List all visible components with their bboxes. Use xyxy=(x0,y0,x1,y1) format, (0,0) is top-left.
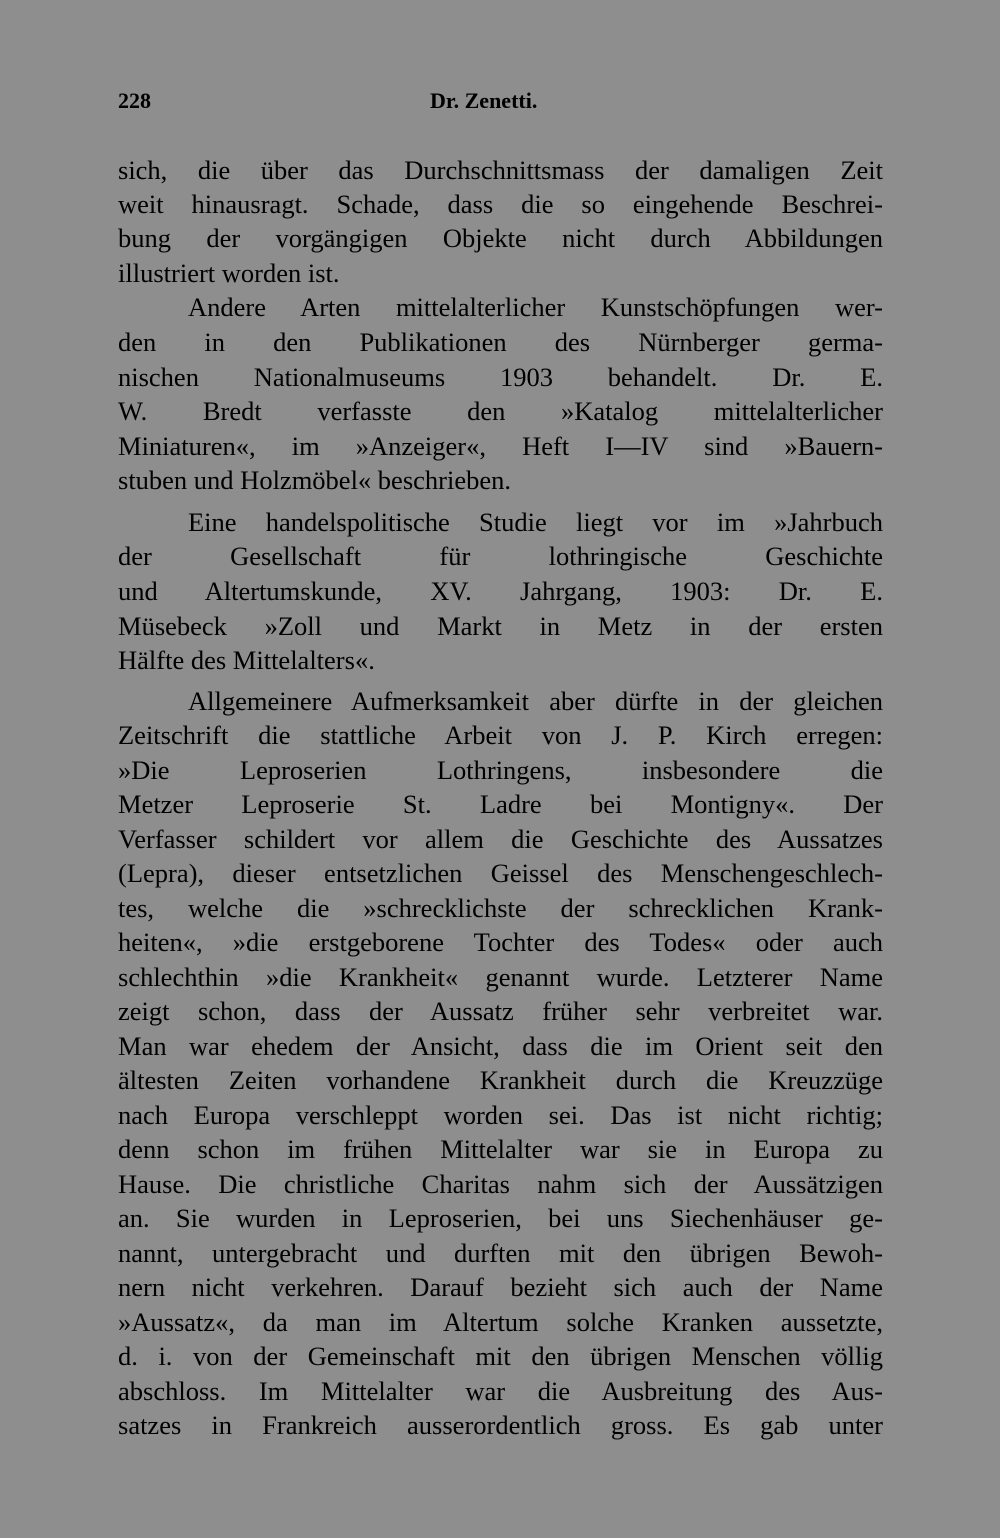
text-line: den in den Publikationen des Nürnberger germa- xyxy=(118,327,883,357)
paragraph-first-line: Andere Arten mittelalterlicher Kunstschöpfungen wer- xyxy=(188,292,883,322)
text-line: illustriert worden ist. xyxy=(118,258,340,288)
text-line: abschloss. Im Mittelalter war die Ausbreitung des Aus- xyxy=(118,1376,883,1406)
text-line: nannt, untergebracht und durften mit den übrigen Bewoh- xyxy=(118,1238,883,1268)
text-line: an. Sie wurden in Leproserien, bei uns Siechenhäuser ge- xyxy=(118,1203,883,1233)
text-line: nischen Nationalmuseums 1903 behandelt. Dr. E. xyxy=(118,362,883,392)
text-line: Zeitschrift die stattliche Arbeit von J. P. Kirch erregen: xyxy=(118,720,883,750)
text-line: Müsebeck »Zoll und Markt in Metz in der ersten xyxy=(118,611,883,641)
text-line: und Altertumskunde, XV. Jahrgang, 1903: Dr. E. xyxy=(118,576,883,606)
page-header xyxy=(118,88,883,124)
text-line: heiten«, »die erstgeborene Tochter des Todes« oder auch xyxy=(118,927,883,957)
text-line: Hälfte des Mittelalters«. xyxy=(118,645,375,675)
text-line: bung der vorgängigen Objekte nicht durch Abbildungen xyxy=(118,223,883,253)
text-line: satzes in Frankreich ausserordentlich gross. Es gab unter xyxy=(118,1410,883,1440)
text-line: W. Bredt verfasste den »Katalog mittelalterlicher xyxy=(118,396,883,426)
paragraph-first-line: Allgemeinere Aufmerksamkeit aber dürfte in der gleichen xyxy=(188,686,883,716)
text-line: Hause. Die christliche Charitas nahm sich der Aussätzigen xyxy=(118,1169,883,1199)
text-line: schlechthin »die Krankheit« genannt wurde. Letzterer Name xyxy=(118,962,883,992)
text-line: weit hinausragt. Schade, dass die so eingehende Beschrei- xyxy=(118,189,883,219)
text-line: zeigt schon, dass der Aussatz früher sehr verbreitet war. xyxy=(118,996,883,1026)
text-line: denn schon im frühen Mittelalter war sie in Europa zu xyxy=(118,1134,883,1164)
paragraph-first-line: Eine handelspolitische Studie liegt vor im »Jahrbuch xyxy=(188,507,883,537)
text-line: ältesten Zeiten vorhandene Krankheit durch die Kreuzzüge xyxy=(118,1065,883,1095)
text-line: d. i. von der Gemeinschaft mit den übrigen Menschen völlig xyxy=(118,1341,883,1371)
text-line: Verfasser schildert vor allem die Geschichte des Aussatzes xyxy=(118,824,883,854)
text-line: nach Europa verschleppt worden sei. Das ist nicht richtig; xyxy=(118,1100,883,1130)
text-line: Metzer Leproserie St. Ladre bei Montigny«. Der xyxy=(118,789,883,819)
text-line: der Gesellschaft für lothringische Geschichte xyxy=(118,541,883,571)
text-line: Miniaturen«, im »Anzeiger«, Heft I—IV sind »Bauern- xyxy=(118,431,883,461)
text-line: Man war ehedem der Ansicht, dass die im Orient seit den xyxy=(118,1031,883,1061)
text-line: tes, welche die »schrecklichste der schrecklichen Krank- xyxy=(118,893,883,923)
text-line: stuben und Holzmöbel« beschrieben. xyxy=(118,465,511,495)
text-line: nern nicht verkehren. Darauf bezieht sich auch der Name xyxy=(118,1272,883,1302)
text-line: (Lepra), dieser entsetzlichen Geissel des Menschengeschlech- xyxy=(118,858,883,888)
page-number: 228 xyxy=(118,88,151,113)
text-line: »Die Leproserien Lothringens, insbesondere die xyxy=(118,755,883,785)
text-line: »Aussatz«, da man im Altertum solche Kranken aussetzte, xyxy=(118,1307,883,1337)
text-line: sich, die über das Durchschnittsmass der damaligen Zeit xyxy=(118,155,883,185)
running-head: Dr. Zenetti. xyxy=(430,88,538,113)
